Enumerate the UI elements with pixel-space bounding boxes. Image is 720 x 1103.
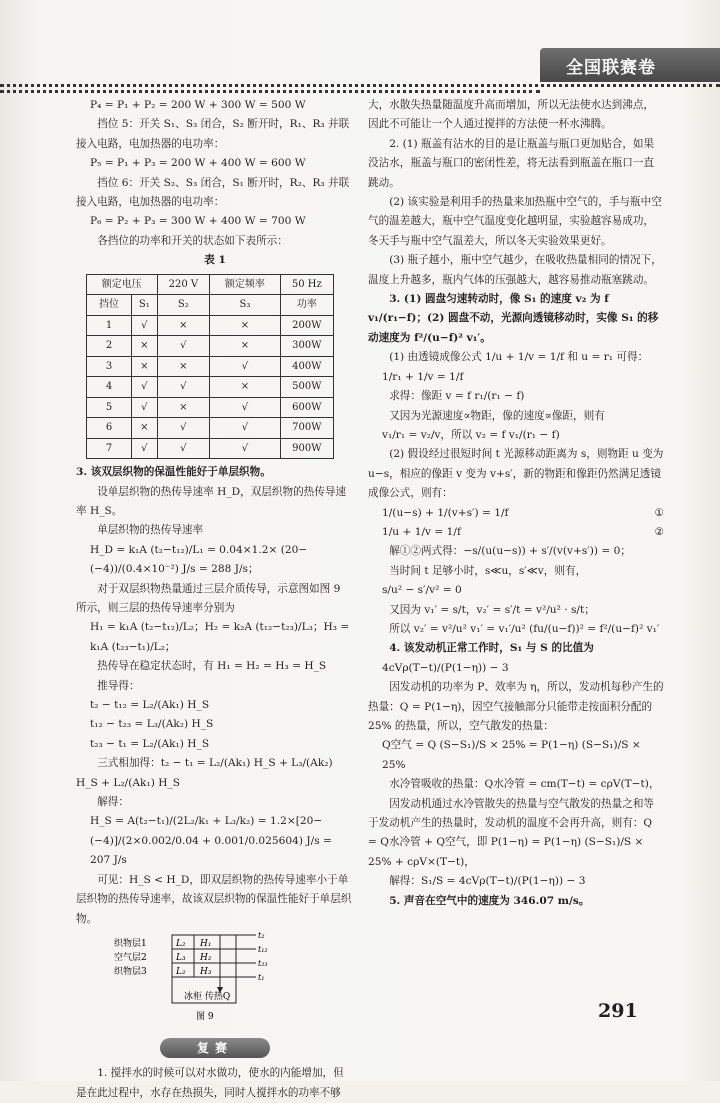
q3-eq-2: t₁₂ − t₂₃ = L₃/(Ak₂) H_S xyxy=(90,718,214,731)
para-gear5: 挡位 5：开关 S₁、S₃ 闭合，S₂ 断开时，R₁、R₃ 并联接入电路，电加热器的电功率： xyxy=(76,118,350,150)
table-cell: 3 xyxy=(87,356,132,377)
final-q5: 5. 声音在空气中的速度为 346.07 m/s。 xyxy=(389,894,590,907)
eq-p5: P₅ = P₁ + P₃ = 200 W + 400 W = 600 W xyxy=(90,157,306,170)
header-divider xyxy=(0,84,720,87)
table-cell: 7 xyxy=(87,438,132,459)
table-head-cell: 挡位 xyxy=(87,295,132,316)
final-q3-image-distance: 求得：像距 v = f r₁/(r₁ − f) xyxy=(389,390,525,403)
final-q3-assume: (2) 假设经过很短时间 t 光源移动距离为 s，则物距 u 变为 u−s，相应的像距 v 变为 v+s′，新的物距和像距仍然满足透镜成像公式，则有： xyxy=(368,448,664,500)
table-title: 表 1 xyxy=(204,254,226,267)
final-q4-balance: 因发动机通过水冷管散失的热量与空气散发的热量之和等于发动机产生的热量时，发动机的温度不会再升高，则有：Q = Q水冷管 + Q空气，即 P(1−η) = P(1−η) (S−S₁)/S × 25% + cρV×(T−t)， xyxy=(368,797,655,868)
table-cell: √ xyxy=(157,438,210,459)
table-row xyxy=(87,336,334,357)
final-q3-eq-s: s/u² − s′/v² = 0 xyxy=(382,584,462,597)
table-cell: × xyxy=(132,336,158,357)
table-cell: √ xyxy=(210,397,281,418)
table-cell: √ xyxy=(132,438,158,459)
q3-steady-state: 热传导在稳定状态时，有 H₁ = H₂ = H₃ = H_S xyxy=(97,660,327,673)
q3-solve: 解得： xyxy=(97,796,129,809)
left-column xyxy=(76,96,354,1103)
table-cell: 300W xyxy=(280,336,333,357)
fig-cell: H₁ xyxy=(200,938,212,949)
table-cell: √ xyxy=(210,356,281,377)
table-row xyxy=(87,377,334,398)
temp-label: t₂ xyxy=(258,930,265,940)
table-head-cell: 额定频率 xyxy=(210,274,281,295)
temp-label: t₂₃ xyxy=(258,958,268,968)
table-cell: √ xyxy=(132,397,158,418)
q3-sum: 三式相加得：t₂ − t₁ = L₂/(Ak₁) H_S + L₃/(Ak₂) H_S + L₂/(Ak₁) H_S xyxy=(76,757,333,789)
table-cell: 400W xyxy=(280,356,333,377)
eq-number: ① xyxy=(654,506,664,519)
temp-label: t₁₂ xyxy=(258,944,268,954)
table-cell: × xyxy=(157,356,210,377)
fig-cell: H₂ xyxy=(200,952,212,963)
q3-single-layer: 单层织物的热传导速率 xyxy=(97,524,204,537)
final-q1-cont: 大，水散失热量随温度升高而增加，所以无法使水达到沸点，因此不可能让一个人通过搅拌的方法使一杯水沸腾。 xyxy=(368,99,655,131)
final-q2-1: 2. (1) 瓶盖有沾水的目的是让瓶盖与瓶口更加贴合，如果没沾水，瓶盖与瓶口的密闭性差，将无法看到瓶盖在瓶口一直跳动。 xyxy=(368,137,655,189)
final-q3-proportional: 又因为光源速度∝物距，像的速度∝像距，则有 xyxy=(389,409,605,422)
table-cell: 5 xyxy=(87,397,132,418)
eq-number: ② xyxy=(654,525,664,538)
eq-p6: P₆ = P₂ + P₃ = 300 W + 400 W = 700 W xyxy=(90,215,306,228)
table-cell: 1 xyxy=(87,315,132,336)
table-cell: × xyxy=(210,315,281,336)
table-cell: 2 xyxy=(87,336,132,357)
table-cell: 6 xyxy=(87,418,132,439)
section-title-final: 复赛 xyxy=(160,1038,270,1058)
fig-cell: L₃ xyxy=(176,952,186,963)
final-q3-solve: 解①②两式得：−s/(u(u−s)) + s′/(v(v+s′)) = 0； xyxy=(389,545,631,558)
table-cell: 4 xyxy=(87,377,132,398)
final-q4-q-air: Q空气 = Q (S−S₁)/S × 25% = P(1−η) (S−S₁)/S × 25% xyxy=(382,739,641,771)
final-q3: 3. (1) 圆盘匀速转动时，像 S₁ 的速度 v₂ 为 f v₁/(r₁−f)；(2) 圆盘不动，光源向透镜移动时，实像 S₁ 的移动速度为 f²/(u−f)² v₁′。 xyxy=(368,293,659,344)
table-cell: × xyxy=(132,418,158,439)
table-head-cell: 50 Hz xyxy=(280,274,333,295)
page-number: 291 xyxy=(598,1000,638,1022)
final-q4-heat: 因发动机的功率为 P、效率为 η，所以，发动机每秒产生的热量：Q = P(1−η)，因空气接触部分只能带走按面积分配的 25% 的热量，所以，空气散发的热量： xyxy=(368,681,664,732)
final-q3-lens-formula: (1) 由透镜成像公式 1/u + 1/v = 1/f 和 u = r₁ 可得： xyxy=(389,351,649,364)
table-cell: × xyxy=(132,356,158,377)
q3-conclusion: 可见：H_S < H_D，即双层织物的热传导速率小于单层织物的热传导速率，故该双层织物的保温性能好于单层织物。 xyxy=(76,873,352,925)
final-q3-result: 所以 v₂′ = v²/u² v₁′ = v₁′/u² (fu/(u−f))² = f²/(u−f)² v₁′ xyxy=(389,622,660,635)
table-row xyxy=(87,438,334,459)
final-q4-answer: 解得：S₁/S = 4cVρ(T−t)/(P(1−η)) − 3 xyxy=(389,875,586,888)
q3-eq-3: t₂₃ − t₁ = L₂/(Ak₁) H_S xyxy=(90,737,210,750)
q3-double-layer: 对于双层织物热量通过三层介质传导，示意图如图 9 所示，则三层的热传导速率分别为 xyxy=(76,582,341,614)
para-table-intro: 各挡位的功率和开关的状态如下表所示： xyxy=(97,234,288,247)
final-q4-q-water: 水冷管吸收的热量：Q水冷管 = cm(T−t) = cρV(T−t)， xyxy=(389,778,660,791)
table-cell: √ xyxy=(157,336,210,357)
table-row xyxy=(87,356,334,377)
table-head-cell: S₁ xyxy=(132,295,158,316)
table-cell: √ xyxy=(210,418,281,439)
eq-text: 1/u + 1/v = 1/f xyxy=(382,525,461,538)
table-cell: × xyxy=(157,397,210,418)
table-cell: 500W xyxy=(280,377,333,398)
header-title: 全国联赛卷 xyxy=(540,48,720,82)
table-cell: √ xyxy=(157,377,210,398)
fig-cell: H₃ xyxy=(200,966,212,977)
final-q2-2: (2) 该实验是利用手的热量来加热瓶中空气的，手与瓶中空气的温差越大，瓶中空气温度变化越明显，实验越容易成功，冬天手与瓶中空气温差大，所以冬天实验效果更好。 xyxy=(368,196,662,247)
table-head-cell: 功率 xyxy=(280,295,333,316)
table-cell: √ xyxy=(132,315,158,336)
freezer-label: 冰柜 传热Q xyxy=(184,991,231,1002)
header-divider-2 xyxy=(0,90,540,93)
final-q3-velocity: 又因为 v₁′ = s/t，v₂′ = s′/t = v²/u² · s/t； xyxy=(389,603,595,616)
question-3-title: 3. 该双层织物的保温性能好于单层织物。 xyxy=(76,466,271,479)
gear-table xyxy=(86,274,334,460)
figure-caption: 图 9 xyxy=(196,1011,214,1022)
final-q4-ratio: 4cVρ(T−t)/(P(1−η)) − 3 xyxy=(382,661,509,674)
q3-hd-equation: H_D = k₁A (t₂−t₁₂)/L₁ = 0.04×1.2× (20−(−4))/(0.4×10⁻²) J/s = 288 J/s； xyxy=(90,543,308,576)
table-row xyxy=(87,397,334,418)
table-cell: √ xyxy=(132,377,158,398)
layer-label: 织物层1 xyxy=(114,938,147,949)
q3-setup: 设单层织物的热传导速率 H_D，双层织物的热传导速率 H_S。 xyxy=(76,485,347,517)
layer-label: 空气层2 xyxy=(114,952,147,963)
temp-label: t₁ xyxy=(258,972,265,982)
final-q2-3: (3) 瓶子越小，瓶中空气越少，在吸收热量相同的情况下，温度上升越多，瓶内气体的压强越大，越容易推动瓶塞跳动。 xyxy=(368,254,662,286)
table-row xyxy=(87,315,334,336)
table-cell: √ xyxy=(157,418,210,439)
table-cell: 700W xyxy=(280,418,333,439)
q3-three-rates: H₁ = k₁A (t₂−t₁₂)/L₂；H₂ = k₂A (t₁₂−t₂₃)/L₃；H₃ = k₁A (t₂₃−t₁)/L₂； xyxy=(90,621,350,653)
table-head-cell: S₂ xyxy=(157,295,210,316)
q3-hs-equation: H_S = A(t₂−t₁)/(2L₂/k₁ + L₃/k₂) = 1.2×[20−(−4)]/(2×0.002/0.04 + 0.001/0.025604) J/s = 207 J/s xyxy=(90,815,332,867)
table-row xyxy=(87,418,334,439)
right-column xyxy=(368,96,664,911)
fig-cell: L₂ xyxy=(176,966,186,977)
eq-text: 1/(u−s) + 1/(v+s′) = 1/f xyxy=(382,506,509,519)
table-cell: 900W xyxy=(280,438,333,459)
q3-derive: 推导得： xyxy=(97,679,140,692)
eq-p4: P₄ = P₁ + P₂ = 200 W + 300 W = 500 W xyxy=(90,99,306,111)
final-q3-eq-2 xyxy=(368,523,664,542)
final-q3-v2: v₁/r₁ = v₂/v，所以 v₂ = f v₁/(r₁ − f) xyxy=(382,428,560,441)
table-cell: × xyxy=(210,377,281,398)
table-cell: × xyxy=(157,315,210,336)
table-head-cell: S₃ xyxy=(210,295,281,316)
final-q1: 1. 搅拌水的时候可以对水做功，使水的内能增加，但是在此过程中，水存在热损失，同时人搅拌水的功率不够 xyxy=(76,1067,344,1099)
para-gear6: 挡位 6：开关 S₂、S₃ 闭合，S₁ 断开时，R₂、R₃ 并联接入电路，电加热器的电功率： xyxy=(76,176,350,209)
figure-9 xyxy=(114,930,286,1023)
table-cell: × xyxy=(210,336,281,357)
final-q3-eq-a: 1/r₁ + 1/v = 1/f xyxy=(382,370,464,383)
table-cell: 600W xyxy=(280,397,333,418)
q3-eq-1: t₂ − t₁₂ = L₂/(Ak₁) H_S xyxy=(90,699,210,712)
final-q3-eq-1 xyxy=(368,504,664,523)
table-head-cell: 220 V xyxy=(157,274,210,295)
table-cell: √ xyxy=(210,438,281,459)
final-q4: 4. 该发动机正常工作时，S₁ 与 S 的比值为 xyxy=(389,642,594,655)
table-head-cell: 额定电压 xyxy=(87,274,158,295)
fig-cell: L₂ xyxy=(176,938,186,949)
table-cell: 200W xyxy=(280,315,333,336)
final-q3-small-t: 当时间 t 足够小时，s≪u，s′≪v，则有， xyxy=(389,564,587,577)
layer-label: 织物层3 xyxy=(114,966,147,977)
